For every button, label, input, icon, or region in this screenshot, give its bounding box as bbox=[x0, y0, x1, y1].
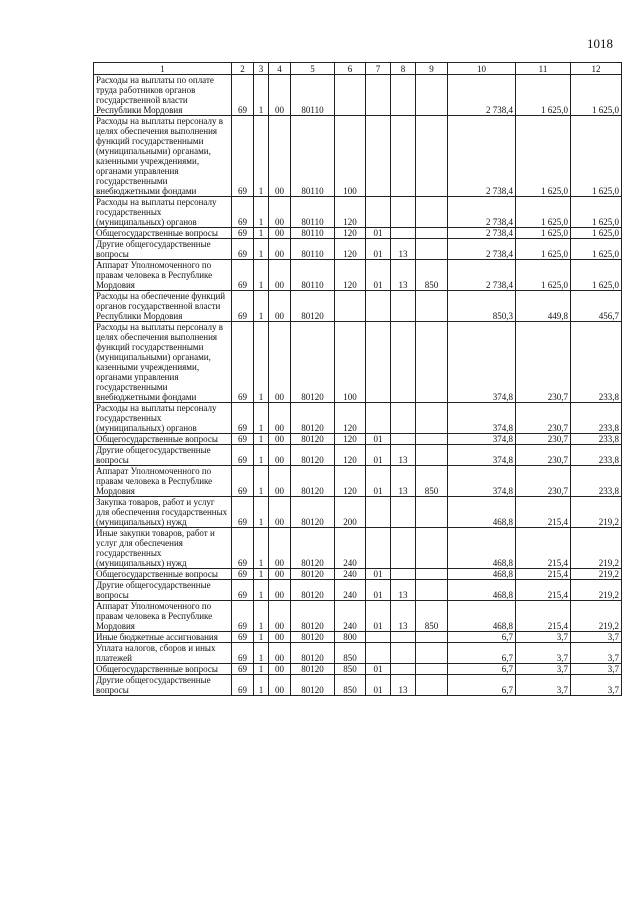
code-1: 1 bbox=[254, 675, 269, 696]
code-expense-type bbox=[335, 291, 366, 322]
table-row bbox=[94, 601, 622, 632]
row-description: Иные закупки товаров, работ и услуг для обеспечения государственных (муниципальных) нужд bbox=[94, 528, 232, 569]
code-1: 1 bbox=[254, 403, 269, 434]
code-admin: 69 bbox=[232, 116, 254, 197]
code-expense-type: 200 bbox=[335, 497, 366, 528]
amount-col-10: 6,7 bbox=[448, 664, 516, 675]
code-program: 80120 bbox=[291, 291, 335, 322]
code-2: 00 bbox=[269, 528, 291, 569]
column-header: 9 bbox=[416, 63, 448, 75]
code-section: 01 bbox=[366, 466, 391, 497]
code-admin: 69 bbox=[232, 75, 254, 116]
code-dept bbox=[416, 75, 448, 116]
code-admin: 69 bbox=[232, 403, 254, 434]
amount-col-10: 468,8 bbox=[448, 601, 516, 632]
code-program: 80110 bbox=[291, 116, 335, 197]
code-expense-type: 120 bbox=[335, 403, 366, 434]
column-header: 5 bbox=[291, 63, 335, 75]
code-section: 01 bbox=[366, 228, 391, 239]
amount-col-10: 468,8 bbox=[448, 528, 516, 569]
amount-col-10: 2 738,4 bbox=[448, 197, 516, 228]
amount-col-12: 1 625,0 bbox=[571, 116, 622, 197]
code-subsection: 13 bbox=[391, 580, 416, 601]
code-section: 01 bbox=[366, 675, 391, 696]
code-subsection: 13 bbox=[391, 601, 416, 632]
amount-col-11: 230,7 bbox=[516, 466, 571, 497]
row-description: Расходы на обеспечение функций органов государственной власти Республики Мордовия bbox=[94, 291, 232, 322]
amount-col-10: 468,8 bbox=[448, 580, 516, 601]
table-body bbox=[94, 75, 622, 696]
table-row bbox=[94, 239, 622, 260]
amount-col-12: 233,8 bbox=[571, 466, 622, 497]
code-subsection bbox=[391, 228, 416, 239]
table-row bbox=[94, 664, 622, 675]
amount-col-12: 233,8 bbox=[571, 322, 622, 403]
code-program: 80110 bbox=[291, 197, 335, 228]
column-header: 10 bbox=[448, 63, 516, 75]
code-section bbox=[366, 403, 391, 434]
table-row bbox=[94, 643, 622, 664]
amount-col-12: 233,8 bbox=[571, 403, 622, 434]
code-expense-type: 800 bbox=[335, 632, 366, 643]
amount-col-12: 1 625,0 bbox=[571, 75, 622, 116]
code-dept bbox=[416, 403, 448, 434]
code-section bbox=[366, 197, 391, 228]
code-1: 1 bbox=[254, 569, 269, 580]
code-program: 80120 bbox=[291, 580, 335, 601]
amount-col-10: 6,7 bbox=[448, 675, 516, 696]
column-header: 2 bbox=[232, 63, 254, 75]
amount-col-11: 215,4 bbox=[516, 528, 571, 569]
code-section bbox=[366, 322, 391, 403]
code-1: 1 bbox=[254, 664, 269, 675]
code-2: 00 bbox=[269, 569, 291, 580]
amount-col-11: 1 625,0 bbox=[516, 239, 571, 260]
amount-col-11: 1 625,0 bbox=[516, 75, 571, 116]
code-subsection bbox=[391, 528, 416, 569]
code-section: 01 bbox=[366, 580, 391, 601]
code-admin: 69 bbox=[232, 528, 254, 569]
amount-col-12: 1 625,0 bbox=[571, 239, 622, 260]
code-1: 1 bbox=[254, 75, 269, 116]
code-expense-type: 120 bbox=[335, 228, 366, 239]
code-dept: 850 bbox=[416, 601, 448, 632]
table-row bbox=[94, 445, 622, 466]
code-expense-type: 240 bbox=[335, 569, 366, 580]
code-1: 1 bbox=[254, 260, 269, 291]
code-program: 80120 bbox=[291, 434, 335, 445]
code-admin: 69 bbox=[232, 322, 254, 403]
table-row bbox=[94, 228, 622, 239]
amount-col-12: 1 625,0 bbox=[571, 260, 622, 291]
code-program: 80120 bbox=[291, 601, 335, 632]
budget-table bbox=[93, 62, 622, 696]
amount-col-11: 1 625,0 bbox=[516, 116, 571, 197]
amount-col-12: 219,2 bbox=[571, 528, 622, 569]
amount-col-12: 3,7 bbox=[571, 643, 622, 664]
code-expense-type: 240 bbox=[335, 580, 366, 601]
code-program: 80120 bbox=[291, 445, 335, 466]
row-description: Другие общегосударственные вопросы bbox=[94, 580, 232, 601]
code-2: 00 bbox=[269, 75, 291, 116]
code-subsection: 13 bbox=[391, 675, 416, 696]
amount-col-12: 3,7 bbox=[571, 664, 622, 675]
code-subsection bbox=[391, 75, 416, 116]
code-admin: 69 bbox=[232, 664, 254, 675]
code-section: 01 bbox=[366, 445, 391, 466]
row-description: Другие общегосударственные вопросы bbox=[94, 239, 232, 260]
code-dept bbox=[416, 643, 448, 664]
code-section bbox=[366, 75, 391, 116]
amount-col-10: 2 738,4 bbox=[448, 75, 516, 116]
code-1: 1 bbox=[254, 434, 269, 445]
code-admin: 69 bbox=[232, 632, 254, 643]
amount-col-11: 215,4 bbox=[516, 580, 571, 601]
code-dept bbox=[416, 116, 448, 197]
amount-col-10: 374,8 bbox=[448, 434, 516, 445]
amount-col-11: 230,7 bbox=[516, 434, 571, 445]
code-subsection bbox=[391, 569, 416, 580]
code-admin: 69 bbox=[232, 445, 254, 466]
code-1: 1 bbox=[254, 239, 269, 260]
code-1: 1 bbox=[254, 291, 269, 322]
row-description: Аппарат Уполномоченного по правам человека в Республике Мордовия bbox=[94, 466, 232, 497]
code-expense-type: 120 bbox=[335, 445, 366, 466]
code-dept bbox=[416, 675, 448, 696]
page-number: 1018 bbox=[587, 36, 613, 51]
header-row bbox=[94, 63, 622, 75]
row-description: Расходы на выплаты по оплате труда работников органов государственной власти Республики Мордовия bbox=[94, 75, 232, 116]
amount-col-10: 2 738,4 bbox=[448, 239, 516, 260]
code-1: 1 bbox=[254, 466, 269, 497]
amount-col-12: 233,8 bbox=[571, 445, 622, 466]
row-description: Расходы на выплаты персоналу государственных (муниципальных) органов bbox=[94, 197, 232, 228]
code-1: 1 bbox=[254, 445, 269, 466]
row-description: Другие общегосударственные вопросы bbox=[94, 675, 232, 696]
code-subsection bbox=[391, 434, 416, 445]
code-expense-type bbox=[335, 75, 366, 116]
code-section bbox=[366, 632, 391, 643]
amount-col-10: 6,7 bbox=[448, 643, 516, 664]
amount-col-11: 215,4 bbox=[516, 569, 571, 580]
column-header: 7 bbox=[366, 63, 391, 75]
code-1: 1 bbox=[254, 528, 269, 569]
row-description: Расходы на выплаты персоналу в целях обеспечения выполнения функций государственными (муниципальными) органами, казенными учреждениями, органами управления государственными внебюджетными фондами bbox=[94, 116, 232, 197]
code-2: 00 bbox=[269, 403, 291, 434]
code-program: 80120 bbox=[291, 632, 335, 643]
code-program: 80120 bbox=[291, 643, 335, 664]
code-dept bbox=[416, 497, 448, 528]
code-section: 01 bbox=[366, 664, 391, 675]
code-admin: 69 bbox=[232, 569, 254, 580]
column-header: 8 bbox=[391, 63, 416, 75]
code-2: 00 bbox=[269, 445, 291, 466]
code-section: 01 bbox=[366, 260, 391, 291]
code-2: 00 bbox=[269, 497, 291, 528]
code-section: 01 bbox=[366, 434, 391, 445]
code-program: 80120 bbox=[291, 528, 335, 569]
code-expense-type: 120 bbox=[335, 197, 366, 228]
code-1: 1 bbox=[254, 497, 269, 528]
code-program: 80120 bbox=[291, 322, 335, 403]
amount-col-11: 3,7 bbox=[516, 675, 571, 696]
code-subsection bbox=[391, 632, 416, 643]
amount-col-12: 219,2 bbox=[571, 601, 622, 632]
code-expense-type: 240 bbox=[335, 601, 366, 632]
table-row bbox=[94, 322, 622, 403]
amount-col-10: 2 738,4 bbox=[448, 228, 516, 239]
code-section bbox=[366, 528, 391, 569]
code-program: 80120 bbox=[291, 664, 335, 675]
code-dept bbox=[416, 569, 448, 580]
code-section bbox=[366, 497, 391, 528]
amount-col-12: 3,7 bbox=[571, 632, 622, 643]
code-program: 80110 bbox=[291, 75, 335, 116]
code-expense-type: 120 bbox=[335, 466, 366, 497]
code-program: 80120 bbox=[291, 569, 335, 580]
table-row bbox=[94, 497, 622, 528]
amount-col-10: 374,8 bbox=[448, 445, 516, 466]
code-subsection bbox=[391, 643, 416, 664]
amount-col-10: 6,7 bbox=[448, 632, 516, 643]
table-row bbox=[94, 569, 622, 580]
amount-col-10: 850,3 bbox=[448, 291, 516, 322]
code-dept bbox=[416, 291, 448, 322]
code-section bbox=[366, 116, 391, 197]
row-description: Расходы на выплаты персоналу в целях обеспечения выполнения функций государственными (муниципальными) органами, казенными учреждениями, органами управления государственными внебюджетными фондами bbox=[94, 322, 232, 403]
amount-col-10: 2 738,4 bbox=[448, 260, 516, 291]
table-row bbox=[94, 75, 622, 116]
code-expense-type: 850 bbox=[335, 643, 366, 664]
code-admin: 69 bbox=[232, 260, 254, 291]
code-2: 00 bbox=[269, 580, 291, 601]
amount-col-11: 449,8 bbox=[516, 291, 571, 322]
code-1: 1 bbox=[254, 580, 269, 601]
table-row bbox=[94, 528, 622, 569]
amount-col-11: 3,7 bbox=[516, 632, 571, 643]
code-expense-type: 850 bbox=[335, 675, 366, 696]
code-admin: 69 bbox=[232, 580, 254, 601]
code-dept: 850 bbox=[416, 260, 448, 291]
code-1: 1 bbox=[254, 601, 269, 632]
code-section: 01 bbox=[366, 239, 391, 260]
amount-col-11: 230,7 bbox=[516, 445, 571, 466]
column-header: 6 bbox=[335, 63, 366, 75]
table-row bbox=[94, 197, 622, 228]
table-row bbox=[94, 434, 622, 445]
code-subsection bbox=[391, 497, 416, 528]
table-row bbox=[94, 260, 622, 291]
code-section bbox=[366, 643, 391, 664]
code-section: 01 bbox=[366, 601, 391, 632]
amount-col-12: 219,2 bbox=[571, 569, 622, 580]
amount-col-10: 374,8 bbox=[448, 322, 516, 403]
code-subsection bbox=[391, 116, 416, 197]
code-admin: 69 bbox=[232, 643, 254, 664]
table-row bbox=[94, 675, 622, 696]
amount-col-10: 468,8 bbox=[448, 569, 516, 580]
code-2: 00 bbox=[269, 632, 291, 643]
row-description: Общегосударственные вопросы bbox=[94, 569, 232, 580]
code-dept: 850 bbox=[416, 466, 448, 497]
code-admin: 69 bbox=[232, 497, 254, 528]
amount-col-11: 3,7 bbox=[516, 643, 571, 664]
code-2: 00 bbox=[269, 239, 291, 260]
code-dept bbox=[416, 322, 448, 403]
code-expense-type: 120 bbox=[335, 260, 366, 291]
code-2: 00 bbox=[269, 466, 291, 497]
amount-col-12: 456,7 bbox=[571, 291, 622, 322]
amount-col-10: 374,8 bbox=[448, 466, 516, 497]
amount-col-12: 219,2 bbox=[571, 497, 622, 528]
code-admin: 69 bbox=[232, 291, 254, 322]
row-description: Общегосударственные вопросы bbox=[94, 664, 232, 675]
column-header: 11 bbox=[516, 63, 571, 75]
table-row bbox=[94, 116, 622, 197]
amount-col-11: 230,7 bbox=[516, 322, 571, 403]
code-expense-type: 120 bbox=[335, 434, 366, 445]
column-header: 12 bbox=[571, 63, 622, 75]
code-admin: 69 bbox=[232, 197, 254, 228]
amount-col-11: 1 625,0 bbox=[516, 260, 571, 291]
code-subsection bbox=[391, 197, 416, 228]
amount-col-11: 230,7 bbox=[516, 403, 571, 434]
code-1: 1 bbox=[254, 197, 269, 228]
code-2: 00 bbox=[269, 260, 291, 291]
table-row bbox=[94, 632, 622, 643]
code-2: 00 bbox=[269, 116, 291, 197]
code-subsection bbox=[391, 291, 416, 322]
code-program: 80120 bbox=[291, 466, 335, 497]
code-admin: 69 bbox=[232, 601, 254, 632]
table-row bbox=[94, 466, 622, 497]
row-description: Аппарат Уполномоченного по правам человека в Республике Мордовия bbox=[94, 260, 232, 291]
code-dept bbox=[416, 580, 448, 601]
code-dept bbox=[416, 197, 448, 228]
code-expense-type: 240 bbox=[335, 528, 366, 569]
code-dept bbox=[416, 528, 448, 569]
code-admin: 69 bbox=[232, 675, 254, 696]
amount-col-12: 1 625,0 bbox=[571, 228, 622, 239]
column-header: 1 bbox=[94, 63, 232, 75]
row-description: Расходы на выплаты персоналу государственных (муниципальных) органов bbox=[94, 403, 232, 434]
code-dept bbox=[416, 228, 448, 239]
column-header: 4 bbox=[269, 63, 291, 75]
code-2: 00 bbox=[269, 664, 291, 675]
code-expense-type: 120 bbox=[335, 239, 366, 260]
amount-col-11: 1 625,0 bbox=[516, 228, 571, 239]
code-dept bbox=[416, 664, 448, 675]
row-description: Закупка товаров, работ и услуг для обеспечения государственных (муниципальных) нужд bbox=[94, 497, 232, 528]
code-2: 00 bbox=[269, 322, 291, 403]
code-admin: 69 bbox=[232, 466, 254, 497]
code-expense-type: 100 bbox=[335, 116, 366, 197]
code-2: 00 bbox=[269, 434, 291, 445]
row-description: Аппарат Уполномоченного по правам человека в Республике Мордовия bbox=[94, 601, 232, 632]
code-dept bbox=[416, 632, 448, 643]
code-admin: 69 bbox=[232, 228, 254, 239]
column-header: 3 bbox=[254, 63, 269, 75]
code-subsection bbox=[391, 322, 416, 403]
amount-col-11: 215,4 bbox=[516, 497, 571, 528]
table-row bbox=[94, 403, 622, 434]
code-2: 00 bbox=[269, 197, 291, 228]
amount-col-10: 374,8 bbox=[448, 403, 516, 434]
code-2: 00 bbox=[269, 601, 291, 632]
row-description: Иные бюджетные ассигнования bbox=[94, 632, 232, 643]
amount-col-12: 219,2 bbox=[571, 580, 622, 601]
code-subsection: 13 bbox=[391, 445, 416, 466]
row-description: Общегосударственные вопросы bbox=[94, 228, 232, 239]
code-1: 1 bbox=[254, 643, 269, 664]
row-description: Другие общегосударственные вопросы bbox=[94, 445, 232, 466]
code-program: 80120 bbox=[291, 497, 335, 528]
code-subsection: 13 bbox=[391, 260, 416, 291]
code-1: 1 bbox=[254, 322, 269, 403]
code-section bbox=[366, 291, 391, 322]
code-2: 00 bbox=[269, 291, 291, 322]
code-dept bbox=[416, 434, 448, 445]
code-subsection: 13 bbox=[391, 239, 416, 260]
code-program: 80110 bbox=[291, 260, 335, 291]
code-2: 00 bbox=[269, 643, 291, 664]
code-admin: 69 bbox=[232, 434, 254, 445]
code-admin: 69 bbox=[232, 239, 254, 260]
code-program: 80110 bbox=[291, 239, 335, 260]
code-section: 01 bbox=[366, 569, 391, 580]
code-dept bbox=[416, 445, 448, 466]
table-row bbox=[94, 580, 622, 601]
code-2: 00 bbox=[269, 675, 291, 696]
amount-col-12: 233,8 bbox=[571, 434, 622, 445]
code-program: 80120 bbox=[291, 675, 335, 696]
table-row bbox=[94, 291, 622, 322]
code-1: 1 bbox=[254, 228, 269, 239]
row-description: Уплата налогов, сборов и иных платежей bbox=[94, 643, 232, 664]
code-1: 1 bbox=[254, 116, 269, 197]
code-subsection bbox=[391, 664, 416, 675]
row-description: Общегосударственные вопросы bbox=[94, 434, 232, 445]
code-program: 80120 bbox=[291, 403, 335, 434]
code-expense-type: 850 bbox=[335, 664, 366, 675]
code-1: 1 bbox=[254, 632, 269, 643]
code-expense-type: 100 bbox=[335, 322, 366, 403]
code-subsection: 13 bbox=[391, 466, 416, 497]
amount-col-11: 1 625,0 bbox=[516, 197, 571, 228]
code-subsection bbox=[391, 403, 416, 434]
amount-col-12: 3,7 bbox=[571, 675, 622, 696]
amount-col-10: 2 738,4 bbox=[448, 116, 516, 197]
code-dept bbox=[416, 239, 448, 260]
code-2: 00 bbox=[269, 228, 291, 239]
amount-col-12: 1 625,0 bbox=[571, 197, 622, 228]
amount-col-10: 468,8 bbox=[448, 497, 516, 528]
amount-col-11: 3,7 bbox=[516, 664, 571, 675]
amount-col-11: 215,4 bbox=[516, 601, 571, 632]
code-program: 80110 bbox=[291, 228, 335, 239]
